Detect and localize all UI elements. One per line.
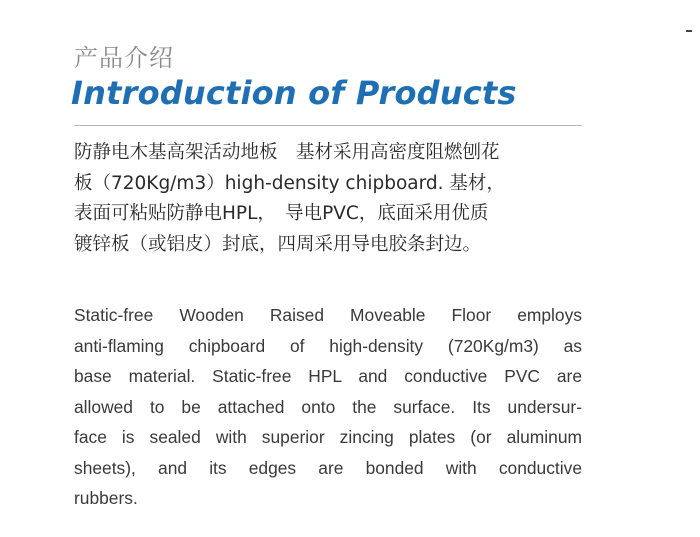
section-heading-english: Introduction of Products bbox=[71, 74, 517, 112]
english-description-line: base material. Static-free HPL and conductive PVC are bbox=[74, 366, 582, 386]
chinese-description-line: 防静电木基高架活动地板 基材采用高密度阻燃刨花 bbox=[74, 142, 500, 163]
heading-divider bbox=[74, 125, 582, 126]
chinese-description-line: 表面可粘贴防静电HPL， 导电PVC，底面采用优质 bbox=[74, 203, 489, 224]
english-description-line: allowed to be attached onto the surface. Its undersur- bbox=[74, 396, 582, 417]
chinese-description-line: 镀锌板（或铝皮）封底，四周采用导电胶条封边。 bbox=[74, 233, 482, 255]
english-description-line: face is sealed with superior zincing plates (or aluminum bbox=[74, 427, 582, 447]
english-description-line: rubbers. bbox=[74, 488, 138, 508]
chinese-description bbox=[74, 138, 594, 260]
english-description-line: anti-flaming chipboard of high-density (720Kg/m3) as bbox=[74, 335, 582, 356]
page-edge-mark bbox=[686, 30, 692, 32]
english-description-line: Static-free Wooden Raised Moveable Floor employs bbox=[74, 305, 582, 325]
section-heading-chinese: 产品介绍 bbox=[74, 44, 174, 72]
english-description bbox=[74, 300, 582, 514]
english-description-line: sheets), and its edges are bonded with conductive bbox=[74, 457, 582, 478]
chinese-description-line: 板（720Kg/m3）high-density chipboard. 基材， bbox=[74, 172, 505, 194]
